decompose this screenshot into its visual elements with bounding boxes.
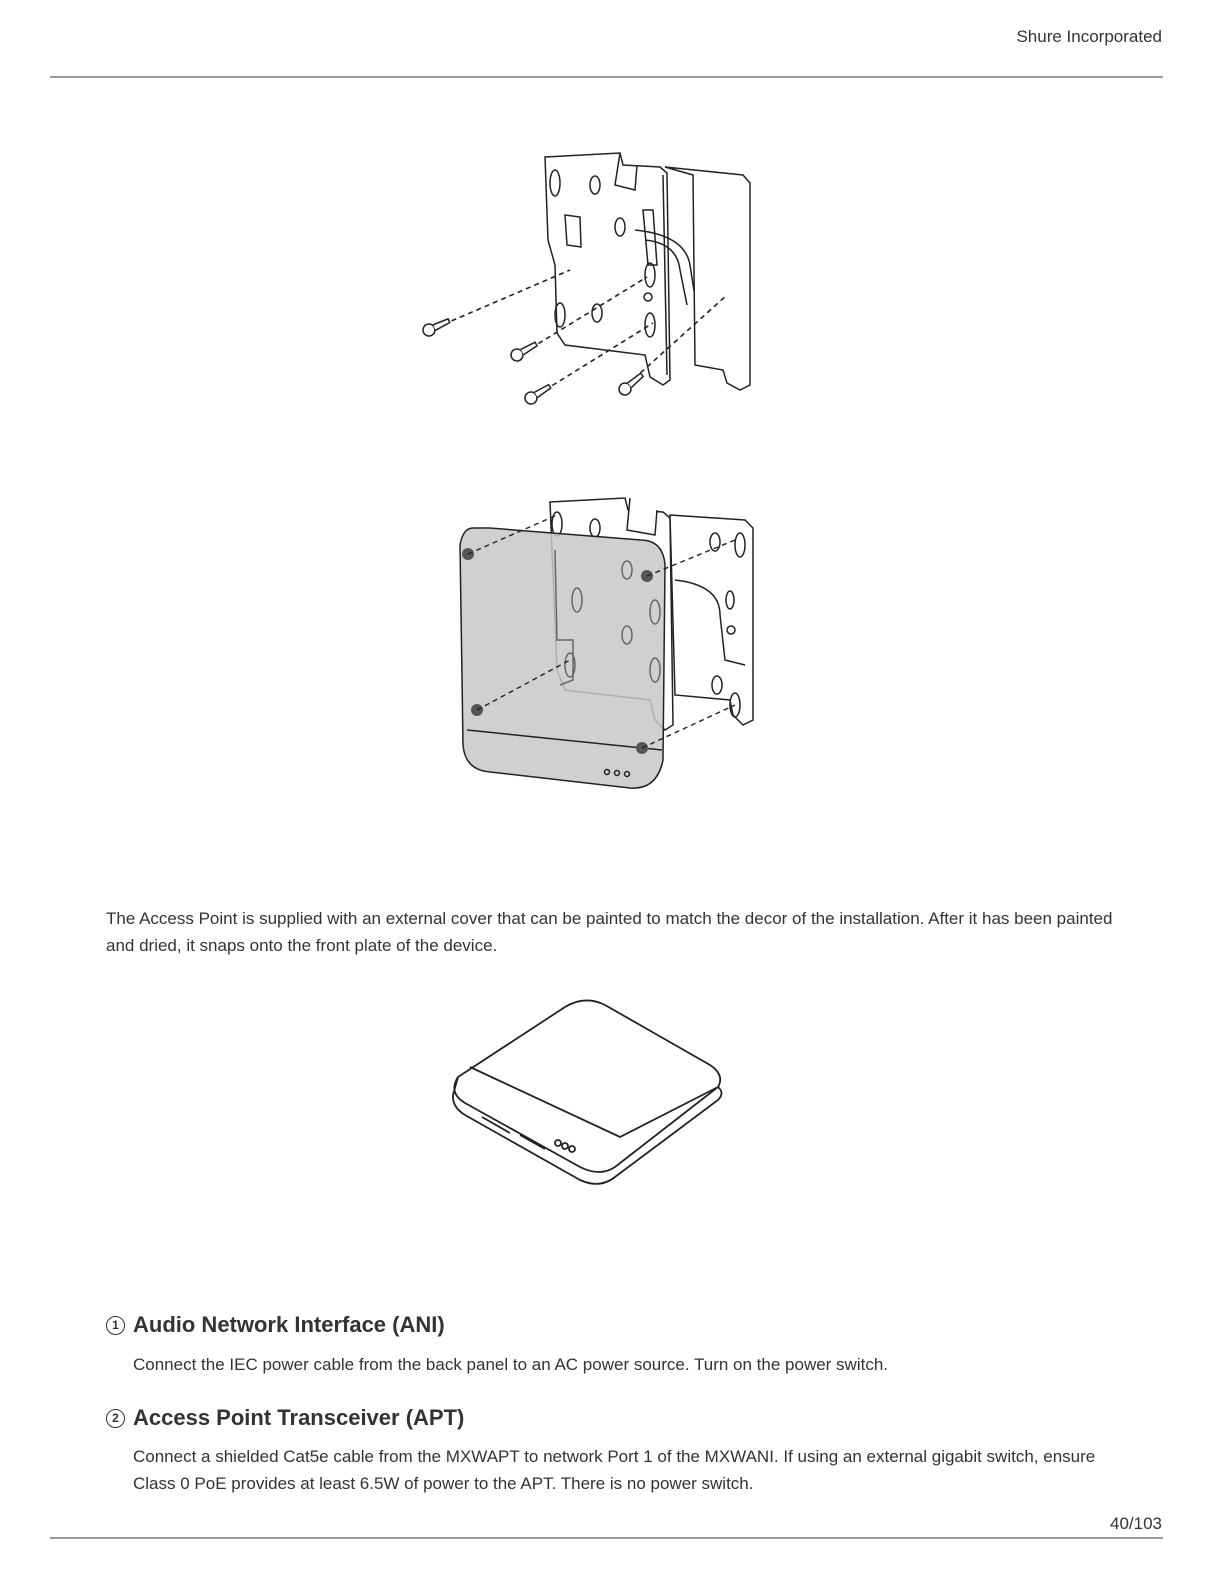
step-body-ani: Connect the IEC power cable from the back panel to an AC power source. Turn on the power switch.: [133, 1355, 889, 1374]
footer-divider: [50, 1537, 1163, 1539]
header-divider: [50, 76, 1163, 78]
step-number-badge: 2: [106, 1409, 125, 1428]
step-body-apt: Connect a shielded Cat5e cable from the MXWAPT to network Port 1 of the MXWANI. If using an external gigabit switch, ensure Class 0 PoE provides at least 6.5W of power to the APT. There is no power switch.: [133, 1447, 1096, 1493]
page-number: 40/103: [1110, 1514, 1162, 1533]
access-point-illustration: [440, 995, 735, 1185]
step-heading-apt: [106, 1405, 464, 1431]
bracket-screws-illustration: [405, 145, 765, 415]
device-on-bracket-illustration: [445, 490, 775, 800]
step-title: Access Point Transceiver (APT): [133, 1405, 465, 1430]
step-title: Audio Network Interface (ANI): [133, 1312, 445, 1337]
step-number-badge: 1: [106, 1316, 125, 1335]
header-company-name: Shure Incorporated: [1016, 27, 1162, 46]
intro-paragraph: The Access Point is supplied with an external cover that can be painted to match the decor of the installation. After it has been painted and dried, it snaps onto the front plate of the device.: [106, 909, 1113, 955]
step-heading-ani: [106, 1312, 445, 1338]
